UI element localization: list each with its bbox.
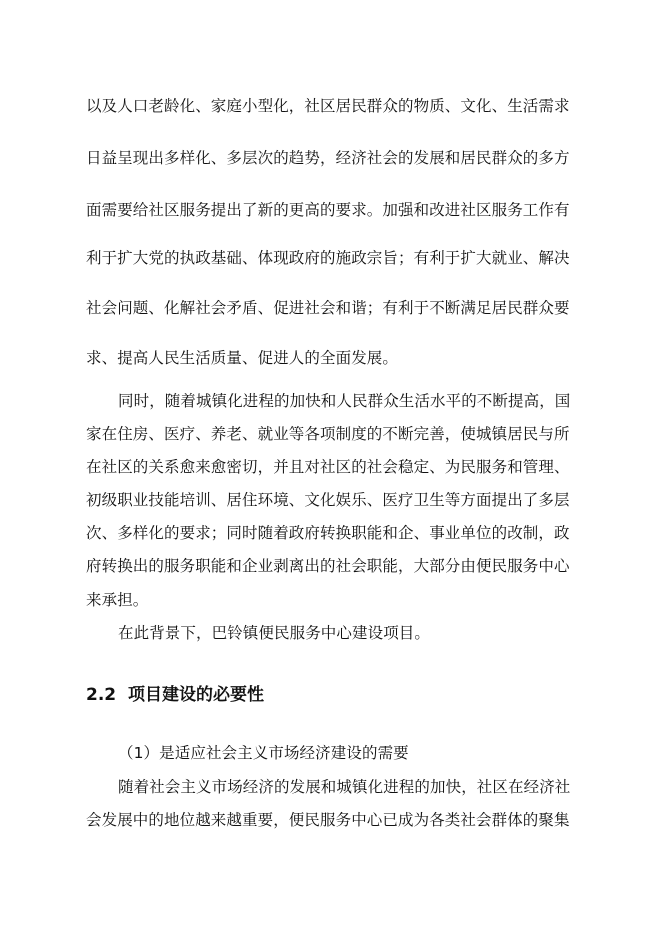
subheading: （1）是适应社会主义市场经济建设的需要 — [118, 744, 409, 762]
paragraph1-line-2: 日益呈现出多样化、多层次的趋势，经济社会的发展和居民群众的多方 — [86, 149, 570, 167]
section-number: 2.2 — [86, 685, 117, 705]
section-title: 项目建设的必要性 — [128, 685, 264, 705]
paragraph4-line-1: 随着社会主义市场经济的发展和城镇化进程的加快，社区在经济社 — [118, 778, 571, 796]
paragraph2-line-3: 在社区的关系愈来愈密切，并且对社区的社会稳定、为民服务和管理、 — [86, 458, 570, 476]
paragraph1-line-6: 求、提高人民生活质量、促进人的全面发展。 — [86, 349, 399, 367]
paragraph1-line-3: 面需要给社区服务提出了新的更高的要求。加强和改进社区服务工作有 — [86, 201, 570, 219]
paragraph3: 在此背景下，巴铃镇便民服务中心建设项目。 — [118, 624, 431, 642]
paragraph2-line-2: 家在住房、医疗、养老、就业等各项制度的不断完善，使城镇居民与所 — [86, 425, 570, 443]
paragraph4-line-2: 会发展中的地位越来越重要，便民服务中心已成为各类社会群体的聚集 — [86, 811, 570, 829]
paragraph1-line-4: 利于扩大党的执政基础、体现政府的施政宗旨；有利于扩大就业、解决 — [86, 249, 570, 267]
paragraph1-line-5: 社会问题、化解社会矛盾、促进社会和谐；有利于不断满足居民群众要 — [86, 299, 570, 317]
paragraph1-line-1: 以及人口老龄化、家庭小型化，社区居民群众的物质、文化、生活需求 — [86, 97, 570, 115]
paragraph2-line-6: 府转换出的服务职能和企业剥离出的社会职能，大部分由便民服务中心 — [86, 557, 570, 575]
paragraph2-line-1: 同时，随着城镇化进程的加快和人民群众生活水平的不断提高，国 — [118, 392, 571, 410]
paragraph2-line-7: 来承担。 — [86, 591, 149, 609]
section-heading — [86, 684, 264, 706]
paragraph2-line-5: 次、多样化的要求；同时随着政府转换职能和企、事业单位的改制，政 — [86, 524, 570, 542]
paragraph2-line-4: 初级职业技能培训、居住环境、文化娱乐、医疗卫生等方面提出了多层 — [86, 491, 570, 509]
